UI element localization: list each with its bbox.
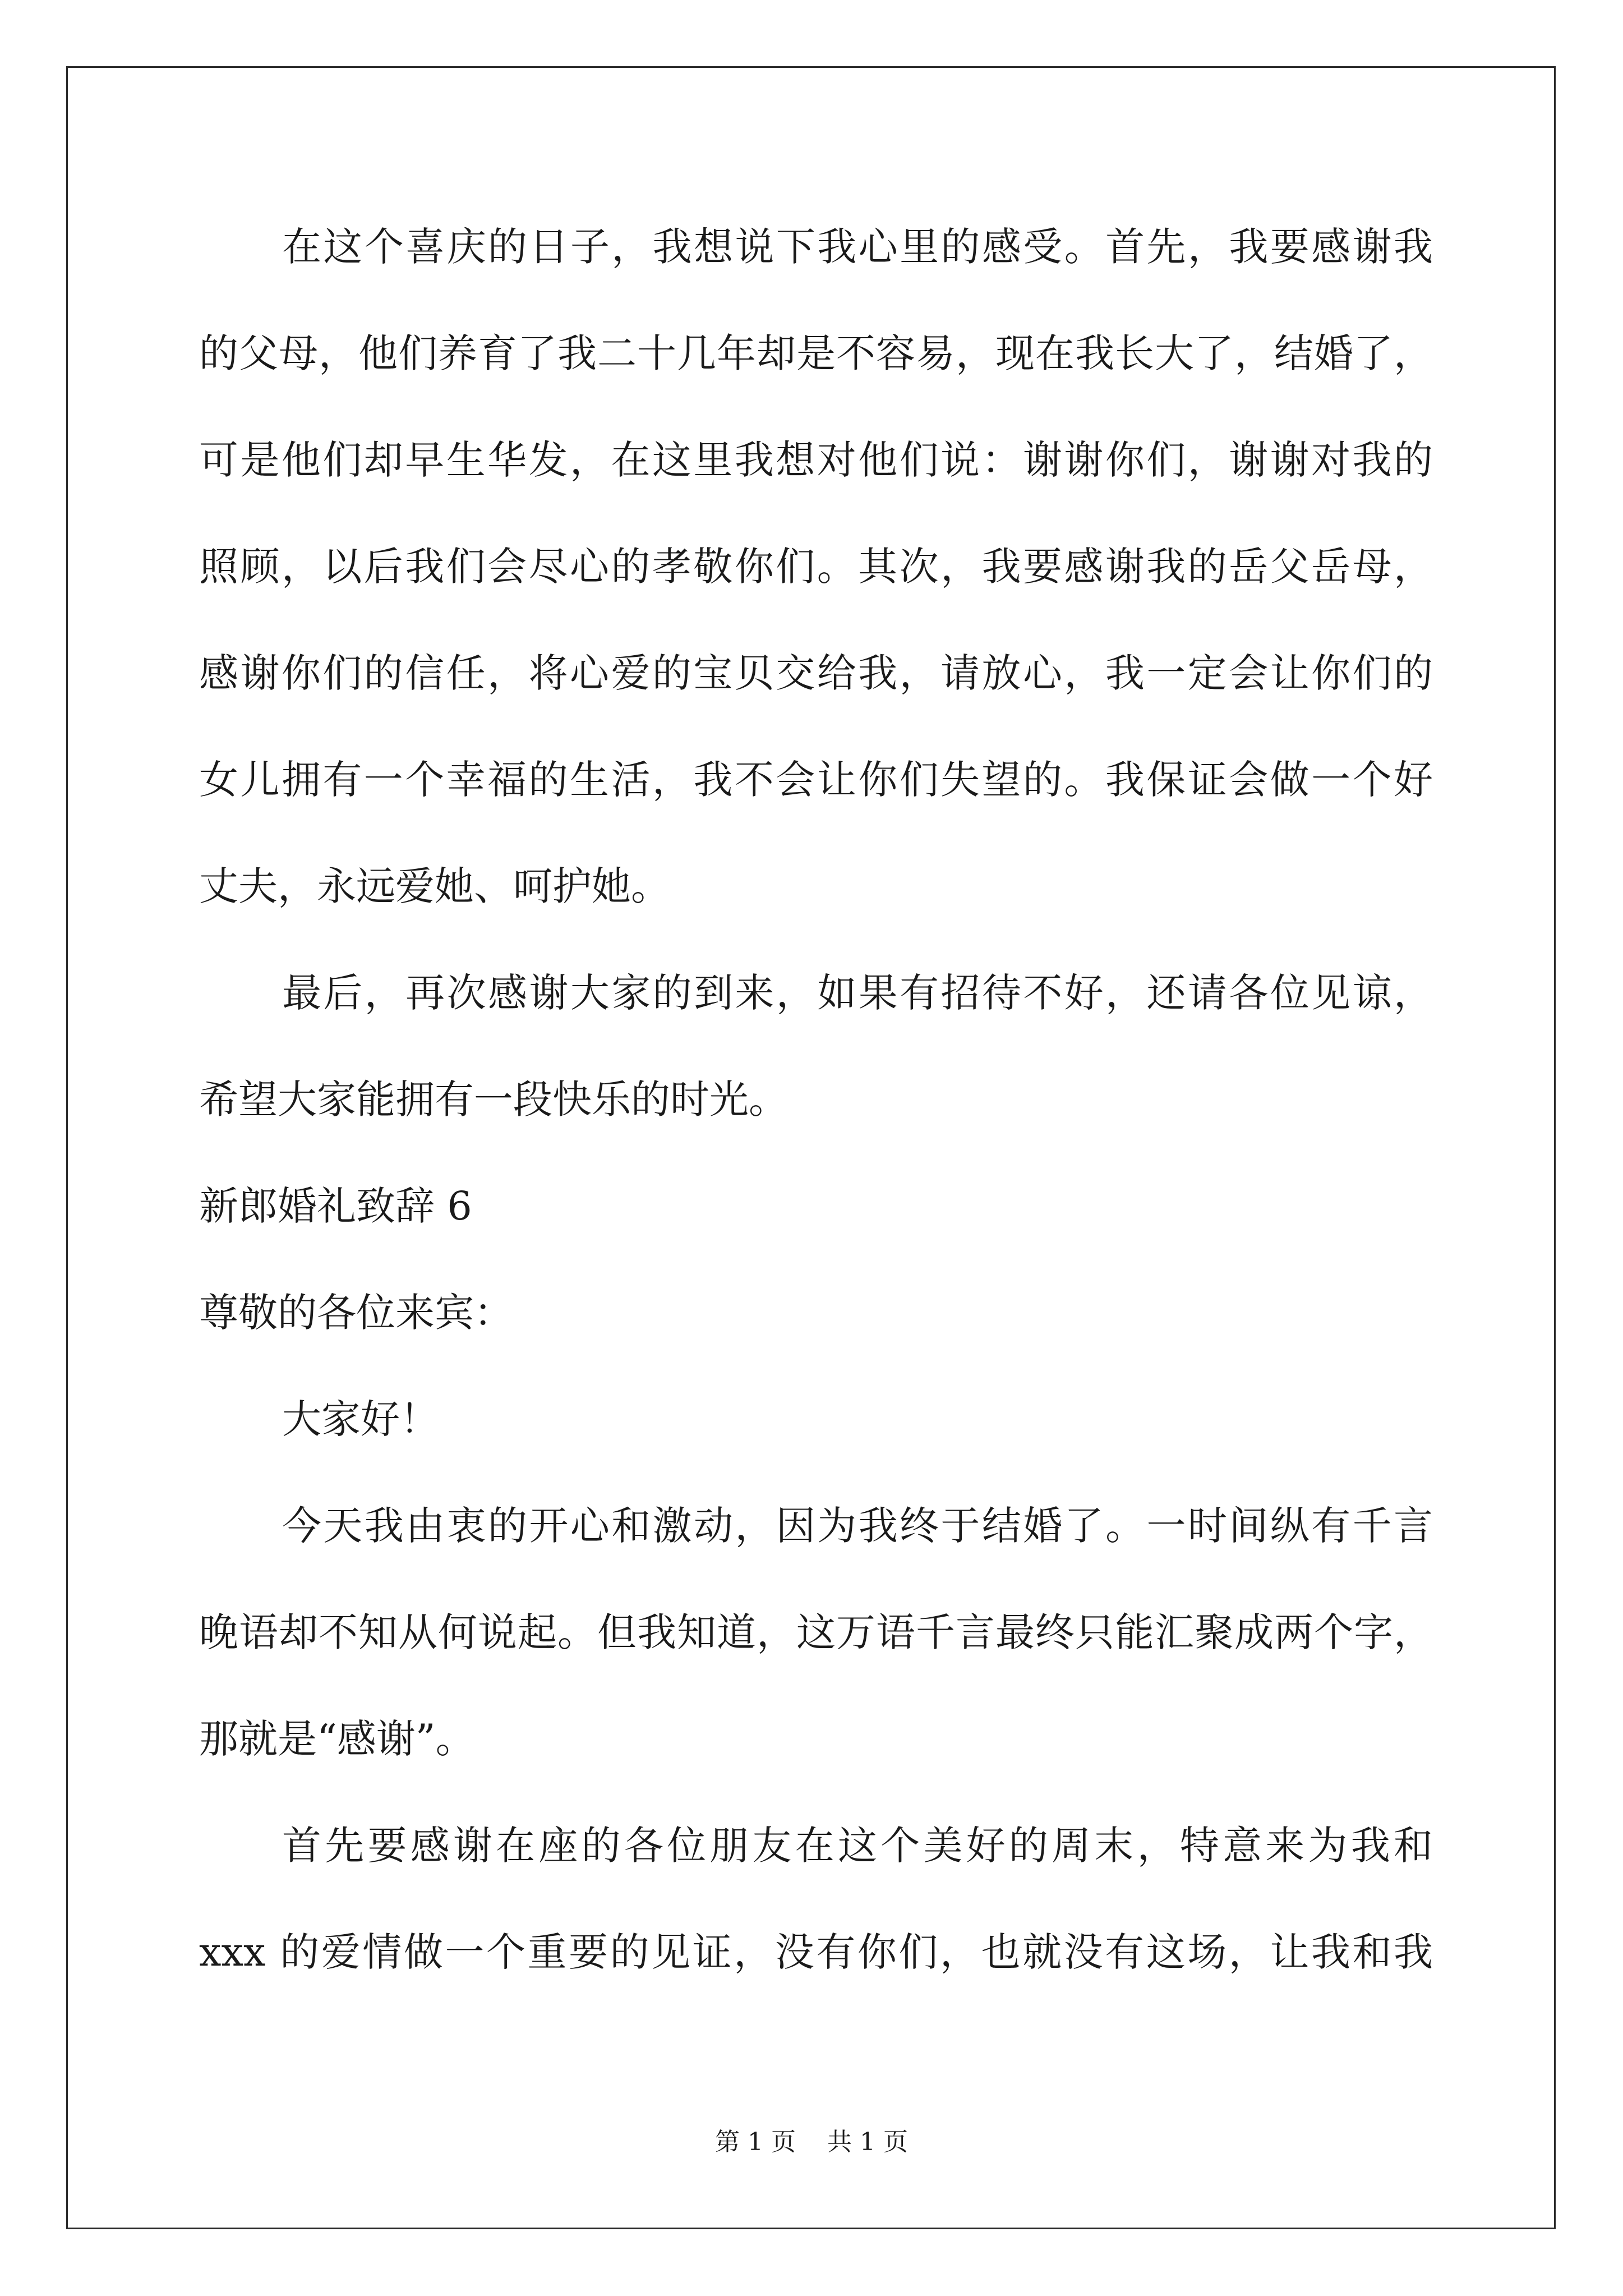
text-line: 希望大家能拥有一段快乐的时光。 [199,1076,788,1122]
text-line: 今天我由衷的开心和激动，因为我终于结婚了。一时间纵有千言 [282,1503,1433,1549]
text-line: 在这个喜庆的日子，我想说下我心里的感受。首先，我要感谢我 [282,224,1433,270]
text-line: 感谢你们的信任，将心爱的宝贝交给我，请放心，我一定会让你们的 [199,650,1433,696]
text-line: 那就是“感谢”。 [199,1716,475,1762]
page-footer [0,2122,1623,2157]
text-line: 可是他们却早生华发，在这里我想对他们说：谢谢你们，谢谢对我的 [199,437,1433,483]
text-line: 照顾，以后我们会尽心的孝敬你们。其次，我要感谢我的岳父岳母， [199,544,1433,590]
text-line: 晚语却不知从何说起。但我知道，这万语千言最终只能汇聚成两个字， [199,1609,1433,1655]
page-total: 共 1 页 [827,2128,908,2156]
text-line: 的父母，他们养育了我二十几年却是不容易，现在我长大了，结婚了， [199,330,1433,376]
text-line: xxx 的爱情做一个重要的见证，没有你们，也就没有这场，让我和我 [199,1929,1433,1975]
text-line: 女儿拥有一个幸福的生活，我不会让你们失望的。我保证会做一个好 [199,757,1433,803]
section-heading: 新郎婚礼致辞 6 [199,1183,472,1229]
text-line: 首先要感谢在座的各位朋友在这个美好的周末，特意来为我和 [282,1823,1433,1869]
text-line: 丈夫，永远爱她、呵护她。 [199,863,670,909]
salutation: 尊敬的各位来宾： [199,1290,513,1336]
text-line: 最后，再次感谢大家的到来，如果有招待不好，还请各位见谅， [282,970,1433,1016]
page-number: 第 1 页 [715,2128,796,2156]
greeting: 大家好！ [282,1396,439,1442]
page-border [66,66,1556,2229]
